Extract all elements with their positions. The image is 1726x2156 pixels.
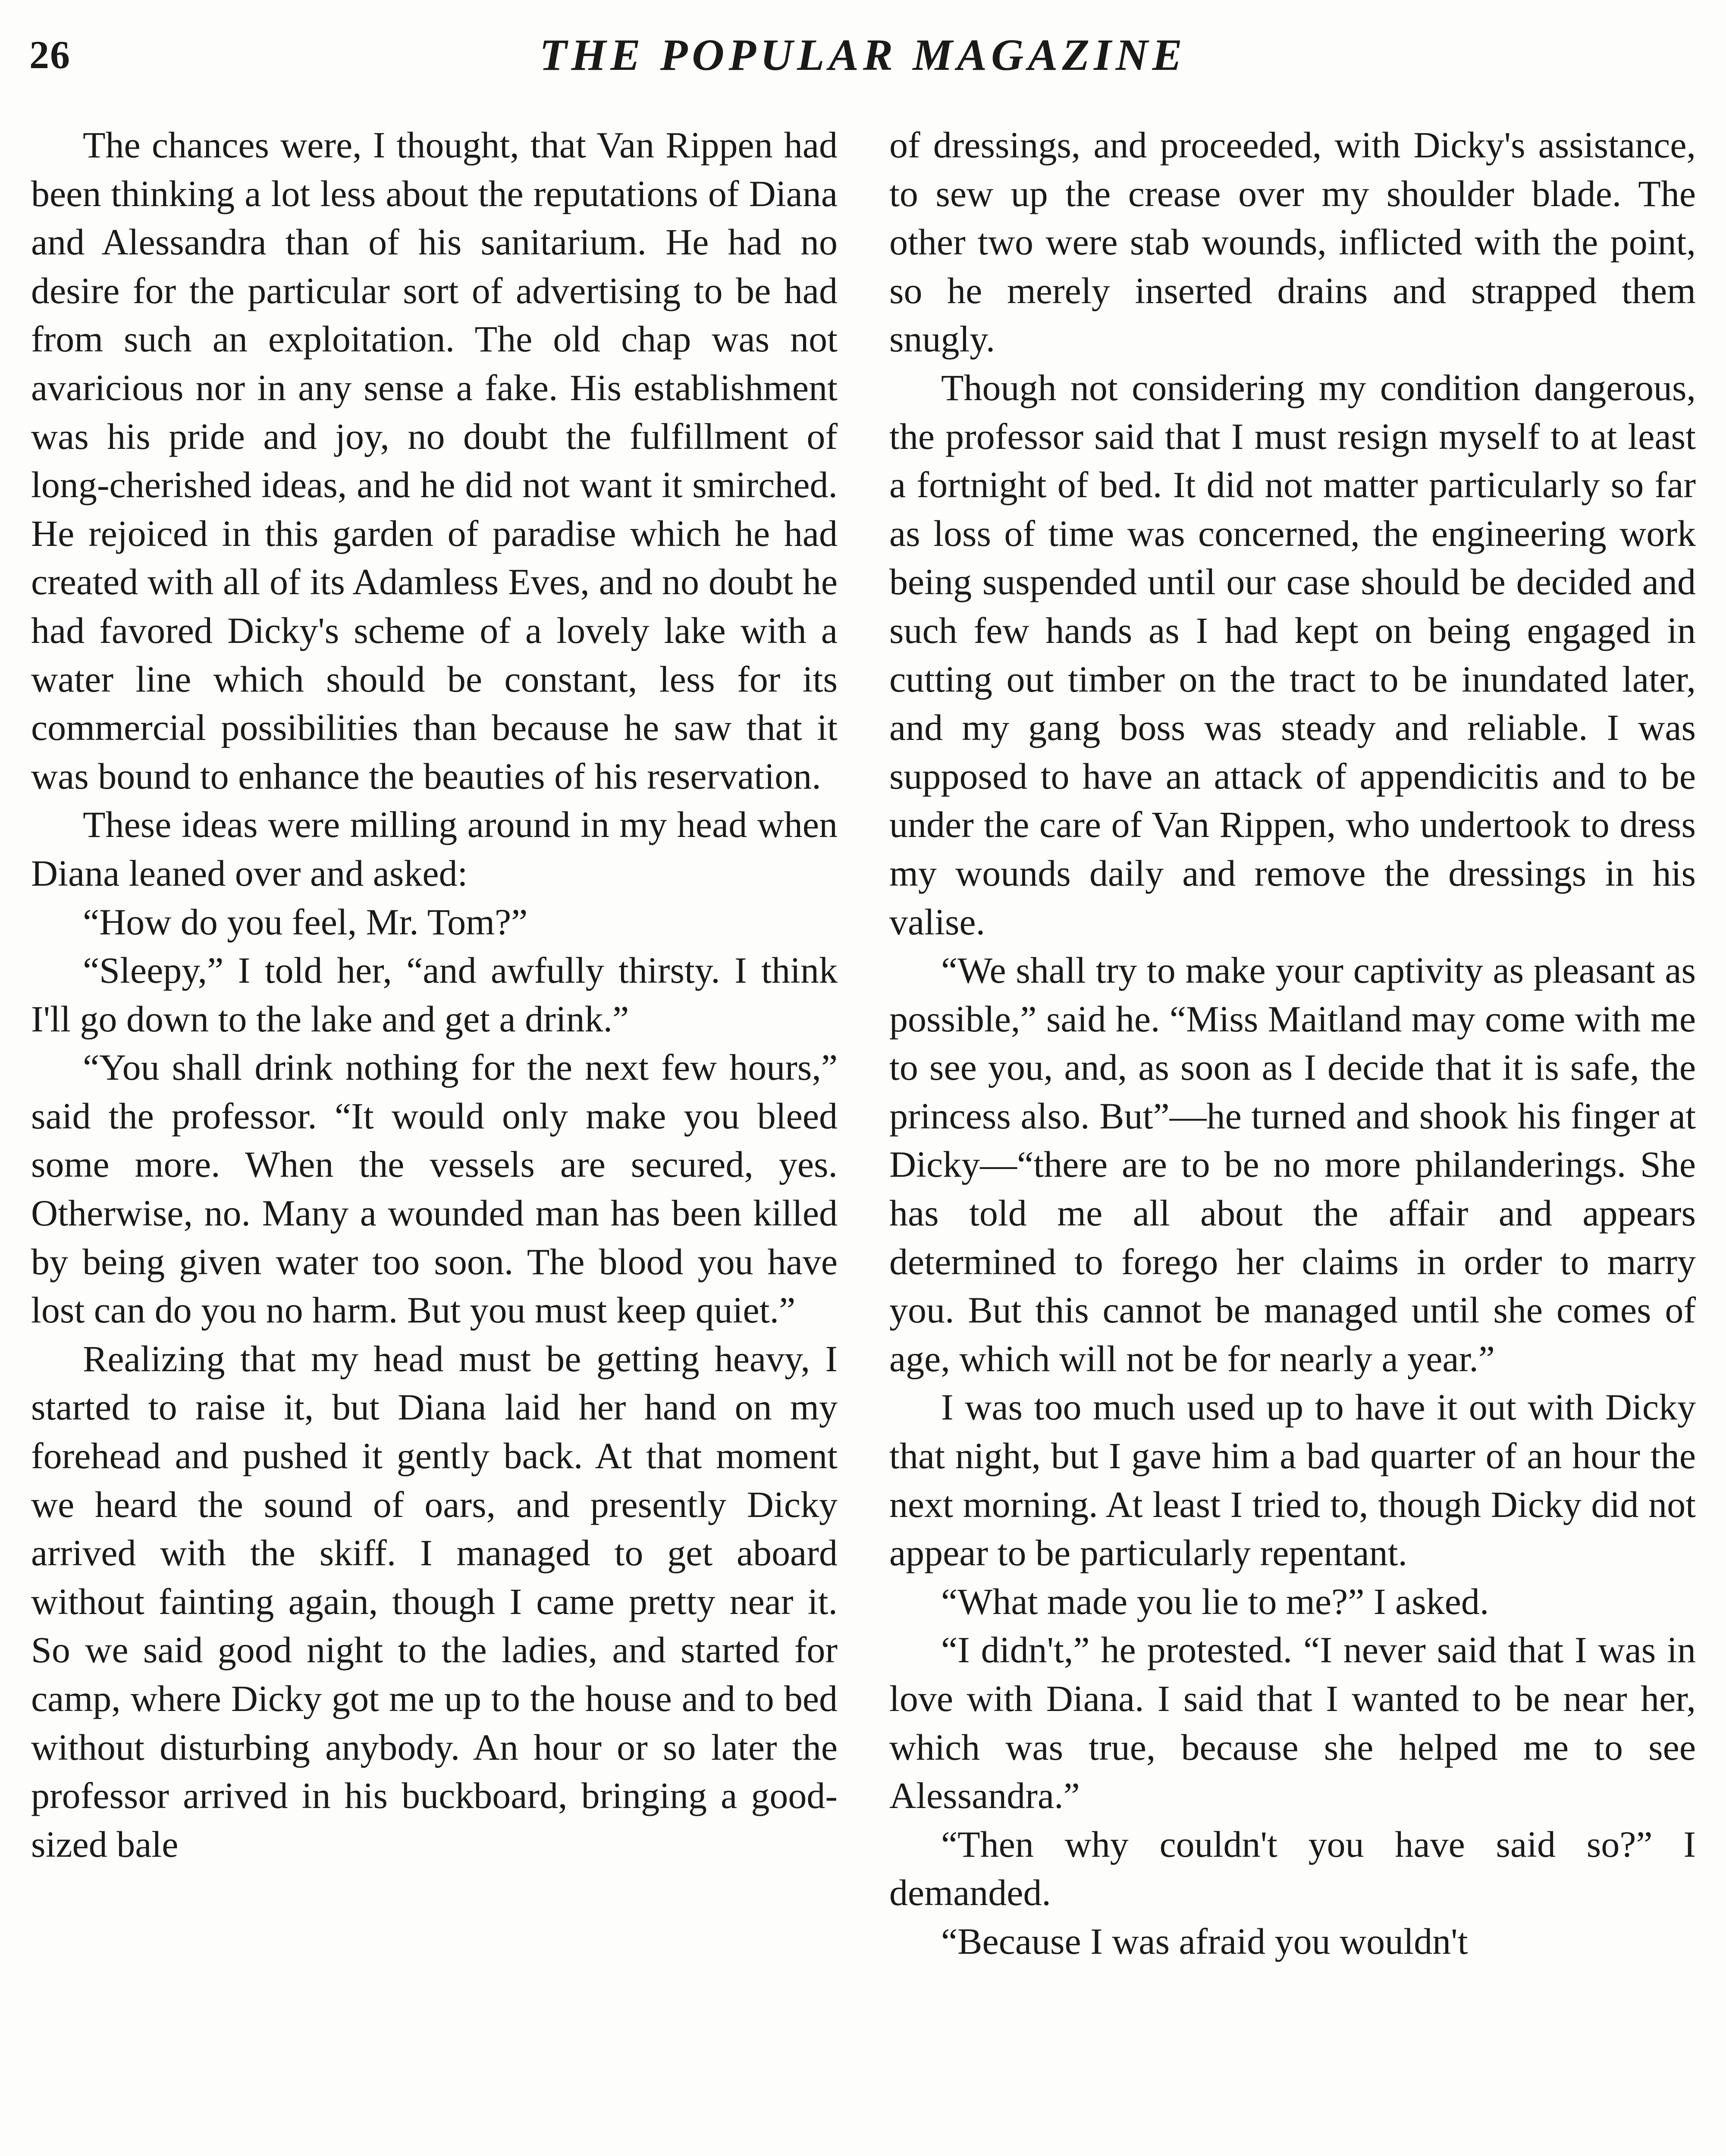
- paragraph: “Sleepy,” I told her, “and awfully thirsty. I think I'll go down to the lake and get a drink.”: [31, 950, 838, 1040]
- paragraph: Though not considering my condition dangerous, the professor said that I must resign myself to at least a fortnight of bed. It did not matter particularly so far as loss of time was concerned, the engineering work being suspended until our case should be decided and such few hands as I had kept on being engaged in cutting out timber on the tract to be inundated later, and my gang boss was steady and reliable. I was supposed to have an attack of appendicitis and to be under the care of Van Rippen, who undertook to dress my wounds daily and remove the dressings in his valise.: [889, 367, 1696, 943]
- paragraph: “I didn't,” he protested. “I never said that I was in love with Diana. I said that I wanted to be near her, which was true, because she helped me to see Alessandra.”: [889, 1629, 1696, 1817]
- paragraph: Realizing that my head must be getting heavy, I started to raise it, but Diana laid her hand on my forehead and pushed it gently back. At that moment we heard the sound of oars, and presently Dicky arrived with the skiff. I managed to get aboard without fainting again, though I came pretty near it. So we said good night to the ladies, and started for camp, where Dicky got me up to the house and to bed without disturbing anybody. An hour or so later the professor arrived in his buckboard, bringing a good-sized bale: [31, 1338, 838, 1865]
- page-header: [29, 29, 1697, 94]
- paragraph: “Then why couldn't you have said so?” I demanded.: [889, 1823, 1696, 1914]
- paragraph: These ideas were milling around in my head when Diana leaned over and asked:: [31, 804, 838, 894]
- right-column: [889, 121, 1696, 2156]
- paragraph: “You shall drink nothing for the next few hours,” said the professor. “It would only make you bleed some more. When the vessels are secured, yes. Otherwise, no. Many a wounded man has been killed by being given water too soon. The blood you have lost can do you no harm. But you must keep quiet.”: [31, 1047, 838, 1331]
- paragraph: The chances were, I thought, that Van Rippen had been thinking a lot less about the reputations of Diana and Alessandra than of his sanitarium. He had no desire for the particular sort of advertising to be had from such an exploitation. The old chap was not avaricious nor in any sense a fake. His establishment was his pride and joy, no doubt the fulfillment of long-cherished ideas, and he did not want it smirched. He rejoiced in this garden of paradise which he had created with all of its Adamless Eves, and no doubt he had favored Dicky's scheme of a lovely lake with a water line which should be constant, less for its commercial possibilities than because he saw that it was bound to enhance the beauties of his reservation.: [31, 124, 838, 797]
- paragraph: “How do you feel, Mr. Tom?”: [83, 901, 528, 943]
- page-number: 26: [29, 33, 71, 77]
- paragraph: “What made you lie to me?” I asked.: [941, 1580, 1489, 1622]
- magazine-title: THE POPULAR MAGAZINE: [539, 30, 1187, 80]
- paragraph: “We shall try to make your captivity as pleasant as possible,” said he. “Miss Maitland may come with me to see you, and, as soon as I decide that it is safe, the princess also. But”—he turned and shook his finger at Dicky—“there are to be no more philanderings. She has told me all about the affair and appears determined to forego her claims in order to marry you. But this cannot be managed until she comes of age, which will not be for nearly a year.”: [889, 950, 1696, 1379]
- paragraph: “Because I was afraid you wouldn't: [941, 1920, 1468, 1962]
- paragraph-continuation: of dressings, and proceeded, with Dicky's assistance, to sew up the crease over my shoulder blade. The other two were stab wounds, inflicted with the point, so he merely inserted drains and strapped them snugly.: [889, 124, 1696, 360]
- paragraph: I was too much used up to have it out with Dicky that night, but I gave him a bad quarter of an hour the next morning. At least I tried to, though Dicky did not appear to be particularly repentant.: [889, 1386, 1696, 1574]
- left-column: [31, 121, 838, 2156]
